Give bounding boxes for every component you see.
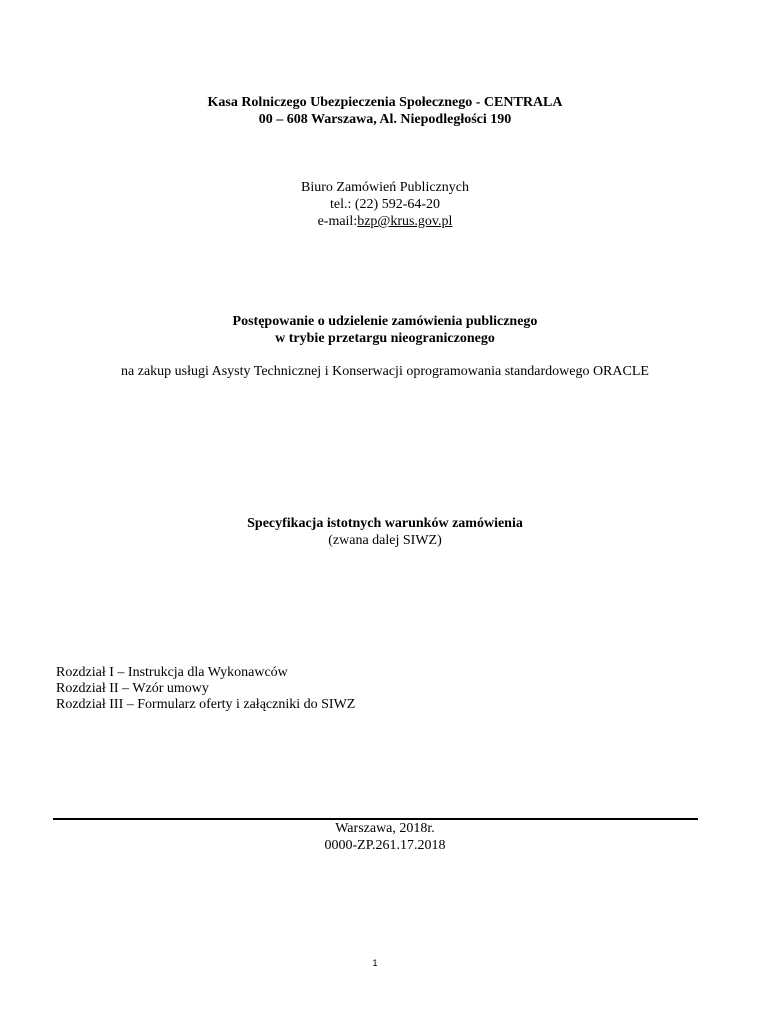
office-phone: tel.: (22) 592-64-20: [329, 197, 441, 212]
chapter-item: Rozdział II – Wzór umowy: [56, 681, 209, 696]
specification-title: [0, 515, 770, 549]
spec-title: Specyfikacja istotnych warunków zamówienia: [247, 516, 523, 531]
procedure-title: [0, 313, 770, 347]
email-link[interactable]: bzp@krus.gov.pl: [357, 214, 453, 229]
chapter-item: Rozdział I – Instrukcja dla Wykonawców: [56, 665, 288, 680]
spec-subtitle: (zwana dalej SIWZ): [328, 533, 442, 548]
procedure-line-2: w trybie przetargu nieograniczonego: [275, 331, 495, 346]
page-number: 1: [372, 958, 378, 968]
place-date: Warszawa, 2018r.: [335, 821, 435, 836]
institution-name: Kasa Rolniczego Ubezpieczenia Społecznego - CENTRALA: [207, 95, 563, 110]
office-email-line: [0, 213, 770, 230]
reference-number: 0000-ZP.261.17.2018: [324, 838, 446, 853]
office-contact: [0, 179, 770, 230]
email-prefix: e-mail:: [317, 214, 358, 229]
subject-text: na zakup usługi Asysty Technicznej i Konserwacji oprogramowania standardowego ORACLE: [121, 364, 649, 379]
procedure-line-1: Postępowanie o udzielenie zamówienia publicznego: [232, 314, 538, 329]
institution-address: 00 – 608 Warszawa, Al. Niepodległości 190: [258, 112, 512, 127]
chapter-item: Rozdział III – Formularz oferty i załączniki do SIWZ: [56, 697, 356, 712]
chapters-list: [56, 665, 355, 713]
institution-header: [0, 94, 770, 128]
footer: [0, 820, 770, 854]
office-name: Biuro Zamówień Publicznych: [301, 180, 469, 195]
procurement-subject: [0, 363, 770, 380]
